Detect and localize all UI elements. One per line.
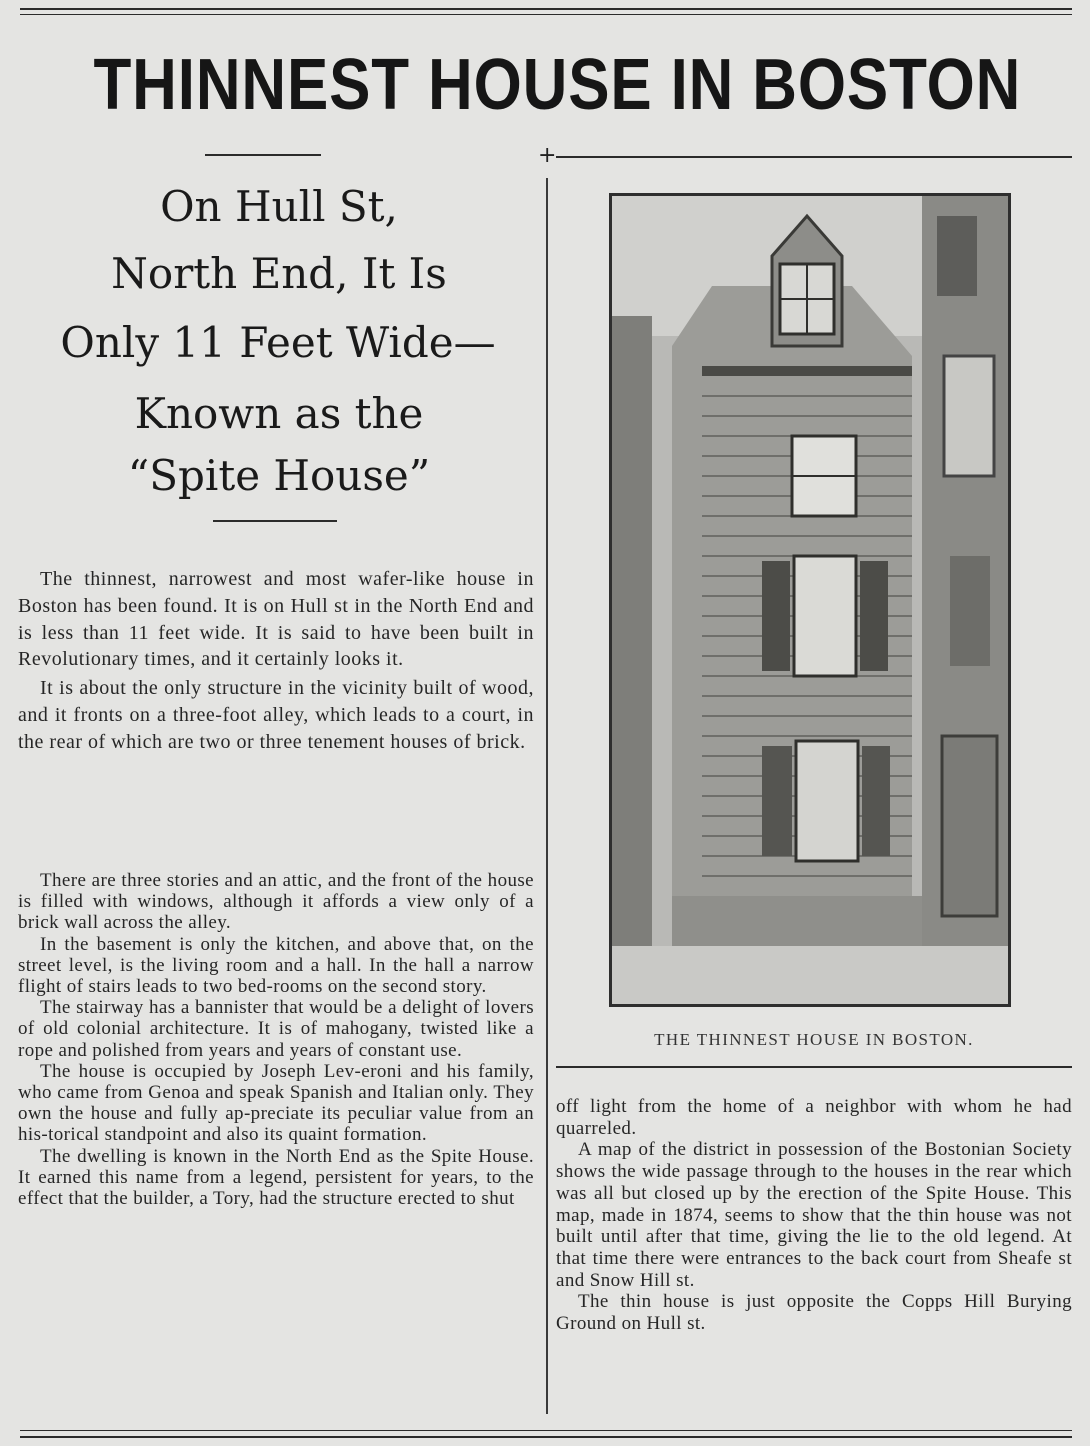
article-paragraph-4: In the basement is only the kitchen, and above that, on the street level, is the living room and a hall. In the hall a narrow flight of stairs leads to two bed-rooms on the second story. xyxy=(18,933,534,998)
headline-rule-right xyxy=(556,156,1072,158)
article-paragraph-7: The dwelling is known in the North End as the Spite House. It earned this name from a legend, persistent for years, to the effect that the builder, a Tory, had the structure erected to shut xyxy=(18,1145,534,1210)
subhead-line-5: “Spite House” xyxy=(127,451,431,500)
headline: THINNEST HOUSE IN BOSTON xyxy=(93,45,1022,125)
article-paragraph-6: The house is occupied by Joseph Lev-eroni and his family, who came from Genoa and speak Spanish and Italian only. They own the house and fully ap-preciate its peculiar value from an his-torical standpoint and also its quaint formation. xyxy=(18,1060,534,1146)
article-paragraph-1: The thinnest, narrowest and most wafer-like house in Boston has been found. It is on Hull st in the North End and is less than 11 feet wide. It is said to have been built in Revolutionary times, and it certainly looks it. xyxy=(18,568,534,671)
article-paragraph-9: A map of the district in possession of the Bostonian Society shows the wide passage through to the houses in the rear which was all but closed up by the erection of the Spite House. This map, made in 1874, seems to show that the thin house was not built until after that time, giving the lie to the old legend. At that time there were entrances to the back court from Sheafe st and Snow Hill st. xyxy=(556,1139,1072,1291)
house-photo xyxy=(609,193,1011,1007)
house-photo-illustration xyxy=(612,196,1008,1004)
article-paragraph-5: The stairway has a bannister that would be a delight of lovers of old colonial architecture. It is of mahogany, twisted like a rope and polished from years and years of constant use. xyxy=(18,997,534,1061)
article-paragraph-2: It is about the only structure in the vicinity built of wood, and it fronts on a three-foot alley, which leads to a court, in the rear of which are two or three tenement houses of brick. xyxy=(18,677,534,753)
column-divider xyxy=(546,178,548,1414)
subhead-line-1: On Hull St, xyxy=(160,182,398,231)
article-paragraph-10: The thin house is just opposite the Copps Hill Burying Ground on Hull st. xyxy=(556,1291,1072,1335)
bottom-rule xyxy=(20,1430,1072,1431)
left-column-lower xyxy=(18,870,534,1209)
subhead-rule xyxy=(213,520,337,522)
headline-rule-left xyxy=(205,154,321,156)
article-paragraph-8: off light from the home of a neighbor with whom he had quarreled. xyxy=(556,1096,1072,1139)
photo-caption: THE THINNEST HOUSE IN BOSTON. xyxy=(654,1030,974,1049)
column-ornament: + xyxy=(538,143,557,168)
subhead-line-2: North End, It Is xyxy=(111,249,447,298)
top-rule-2 xyxy=(20,14,1072,15)
right-column xyxy=(556,1096,1072,1335)
subhead-line-4: Known as the xyxy=(134,389,424,438)
subhead-line-3: Only 11 Feet Wide— xyxy=(60,318,496,367)
left-column xyxy=(18,566,534,756)
top-rule xyxy=(20,8,1072,10)
article-paragraph-3: There are three stories and an attic, and the front of the house is filled with windows, although it affords a view only of a brick wall across the alley. xyxy=(18,870,534,934)
bottom-rule-2 xyxy=(20,1436,1072,1438)
caption-rule xyxy=(556,1066,1072,1068)
